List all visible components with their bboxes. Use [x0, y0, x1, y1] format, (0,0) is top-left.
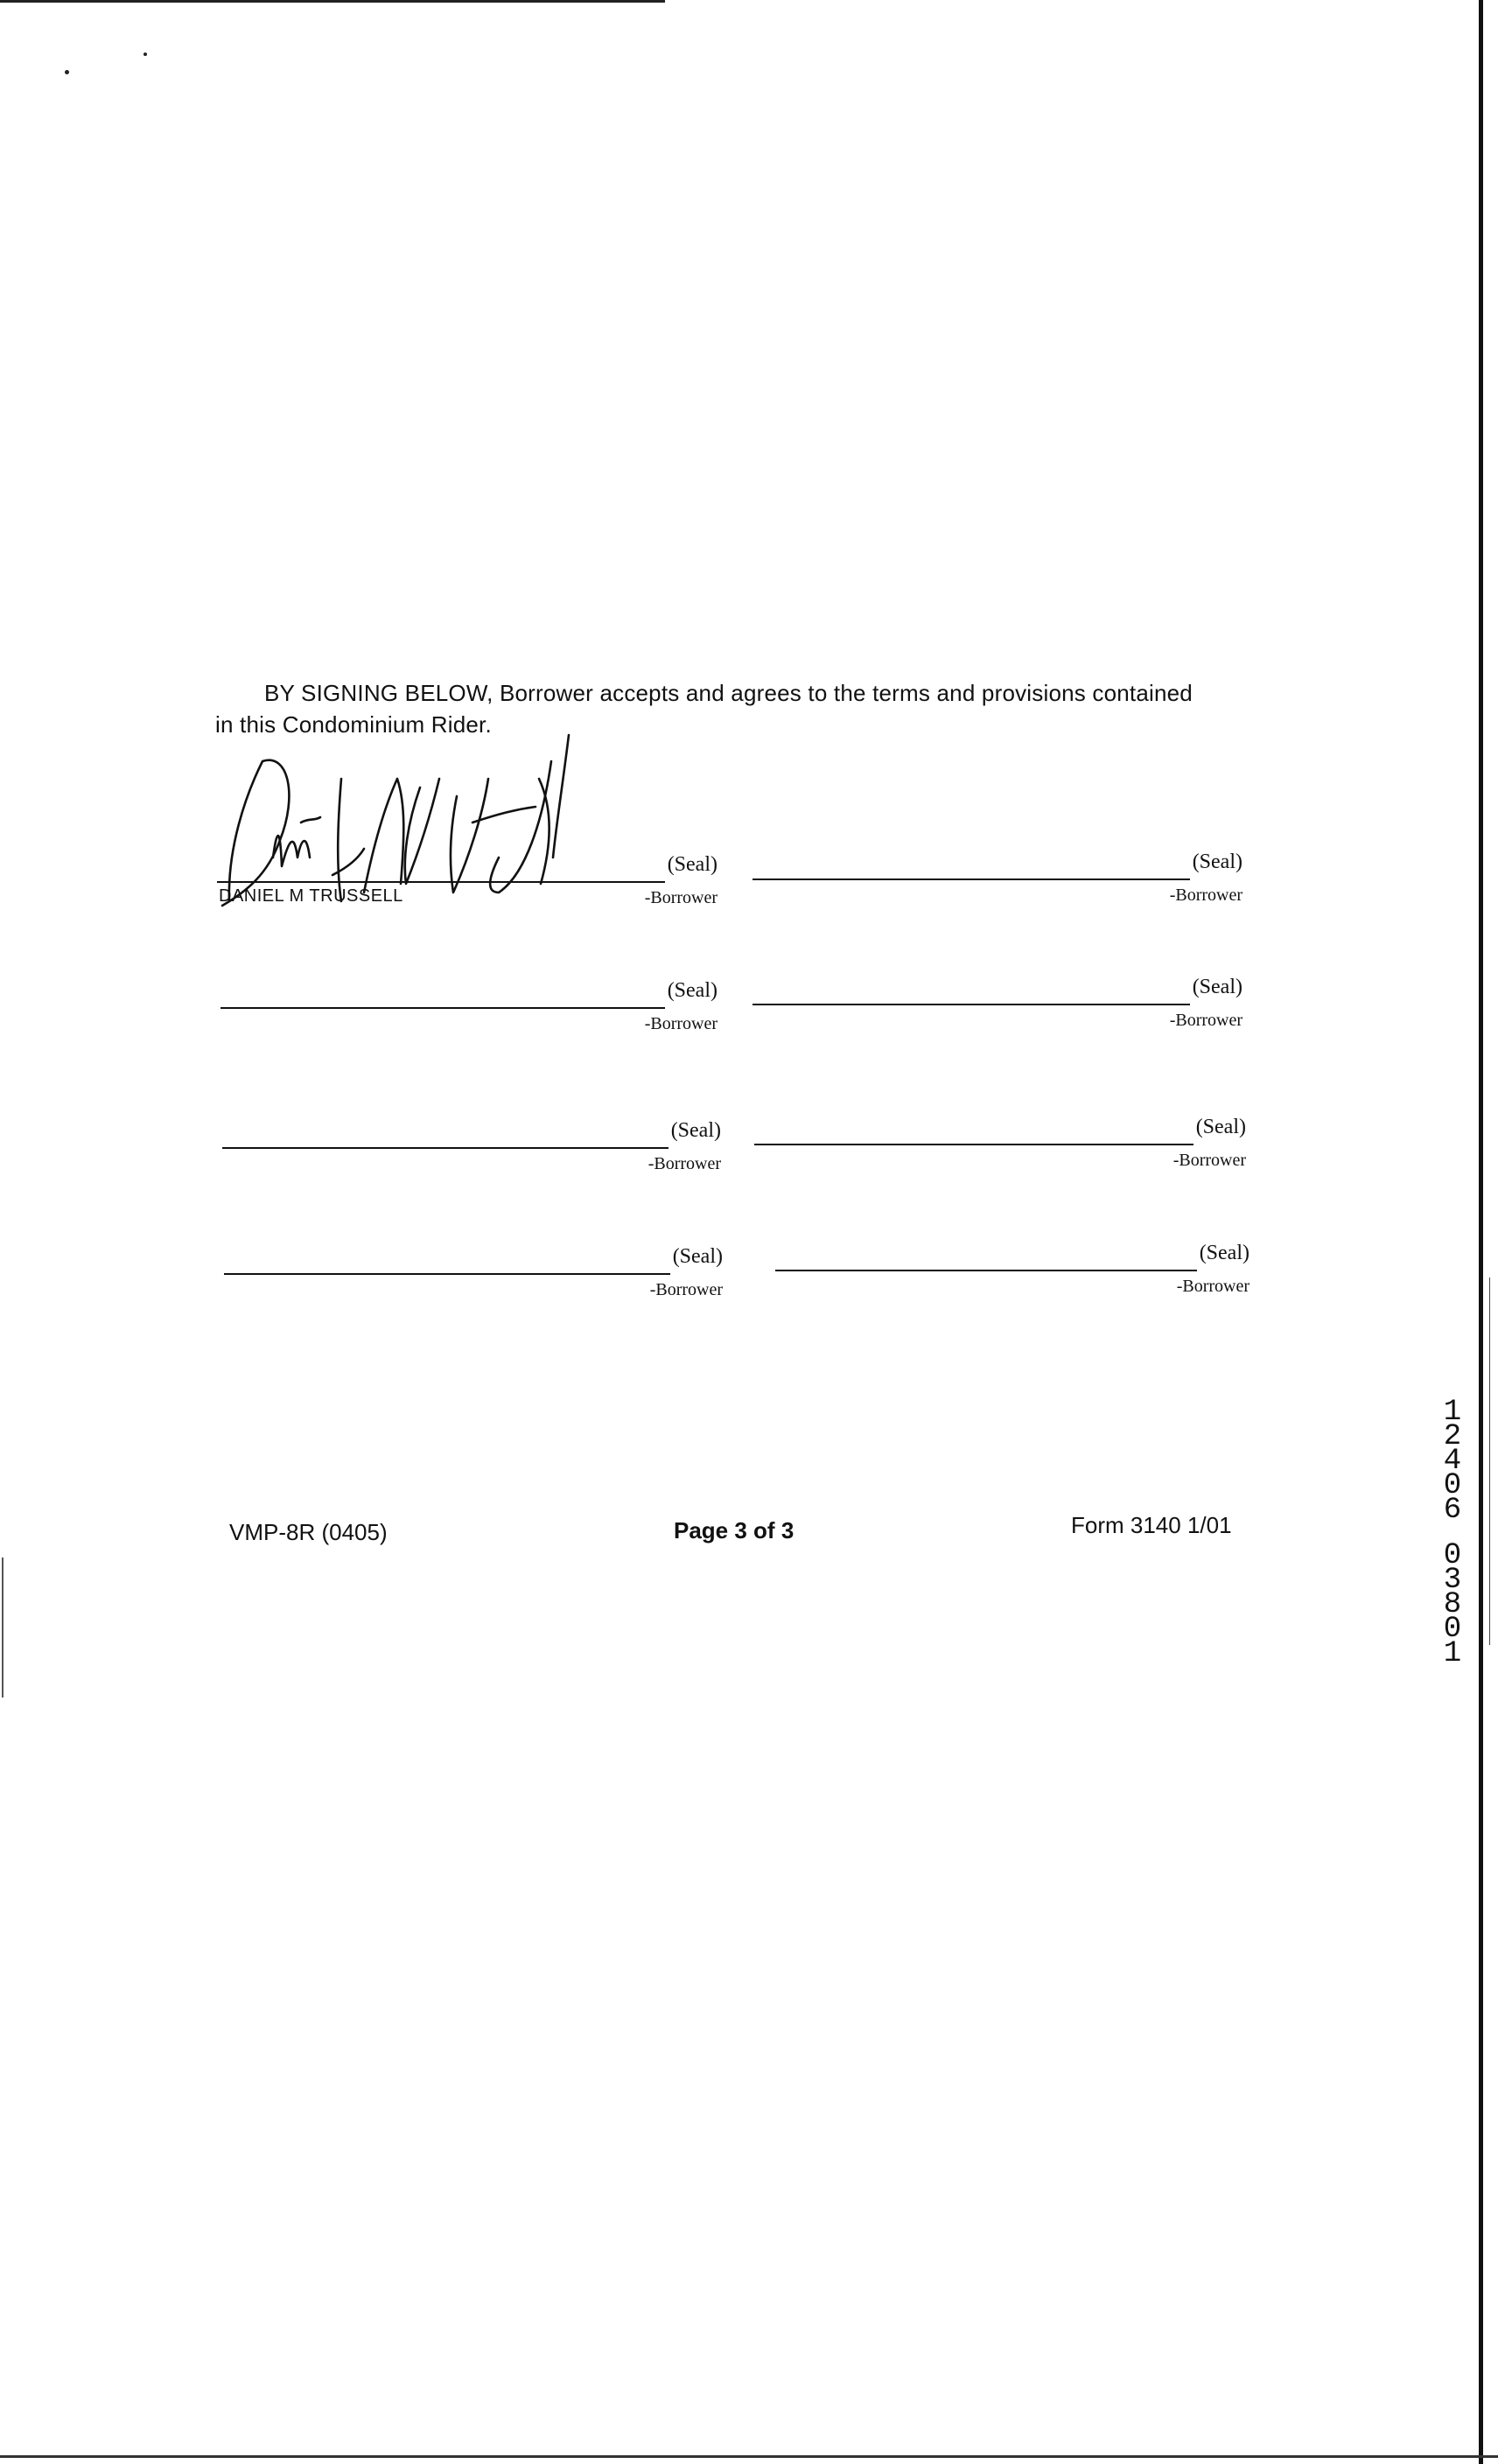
- recording-number-stamp: [1435, 1396, 1470, 1670]
- scan-edge-right-inner: [1489, 1278, 1490, 1645]
- acceptance-text: BY SIGNING BELOW, Borrower accepts and agrees to the terms and provisions contained: [264, 680, 1193, 706]
- borrower-label: -Borrower: [1169, 1011, 1242, 1030]
- signature-line-7[interactable]: [224, 1273, 670, 1275]
- signature-line-6[interactable]: [754, 1144, 1194, 1145]
- acceptance-statement-line-2: in this Condominium Rider.: [215, 711, 492, 738]
- signature-line-2[interactable]: [752, 878, 1190, 880]
- form-number: Form 3140 1/01: [1071, 1512, 1232, 1538]
- seal-label: (Seal): [670, 1119, 721, 1142]
- signature-line-8[interactable]: [775, 1270, 1197, 1271]
- seal-label: (Seal): [667, 853, 718, 876]
- seal-label: (Seal): [667, 979, 718, 1002]
- signature-line-3[interactable]: [220, 1007, 665, 1009]
- stamp-digit: 0: [1443, 1469, 1462, 1502]
- page-number: Page 3 of 3: [674, 1517, 794, 1544]
- signature-line-5[interactable]: [222, 1147, 668, 1149]
- stamp-digit: 4: [1443, 1445, 1462, 1478]
- signature-line-1[interactable]: [217, 881, 665, 883]
- stamp-digit: 6: [1443, 1494, 1462, 1527]
- scan-edge-right: [1479, 0, 1483, 2464]
- stamp-digit: 1: [1443, 1637, 1462, 1670]
- acceptance-statement-line-1: [215, 677, 1248, 709]
- borrower-label: -Borrower: [644, 1014, 718, 1033]
- stamp-digit: 8: [1443, 1588, 1462, 1621]
- stamp-digit: 3: [1443, 1564, 1462, 1597]
- borrower-label: -Borrower: [1169, 886, 1242, 905]
- seal-label: (Seal): [672, 1245, 723, 1268]
- borrower-label: -Borrower: [649, 1280, 723, 1299]
- scan-edge-bottom: [0, 2455, 1498, 2458]
- borrower-label: -Borrower: [1176, 1277, 1250, 1296]
- seal-label: (Seal): [1192, 976, 1242, 998]
- stamp-digit: 0: [1443, 1539, 1462, 1572]
- scan-speck: [144, 52, 147, 56]
- stamp-digit: 0: [1443, 1613, 1462, 1646]
- seal-label: (Seal): [1192, 850, 1242, 873]
- scan-edge-left: [2, 1558, 4, 1698]
- scan-edge-top: [0, 0, 665, 3]
- scan-speck: [65, 70, 69, 74]
- form-code: VMP-8R (0405): [229, 1519, 388, 1545]
- borrower-label: -Borrower: [648, 1154, 721, 1173]
- seal-label: (Seal): [1195, 1116, 1246, 1138]
- stamp-digit: 2: [1443, 1420, 1462, 1453]
- seal-label: (Seal): [1199, 1242, 1250, 1264]
- borrower-label: -Borrower: [1172, 1151, 1246, 1170]
- borrower-label: -Borrower: [644, 888, 718, 907]
- signer-name: DANIEL M TRUSSELL: [219, 886, 403, 906]
- signature-line-4[interactable]: [752, 1004, 1190, 1005]
- stamp-digit: 1: [1443, 1396, 1462, 1429]
